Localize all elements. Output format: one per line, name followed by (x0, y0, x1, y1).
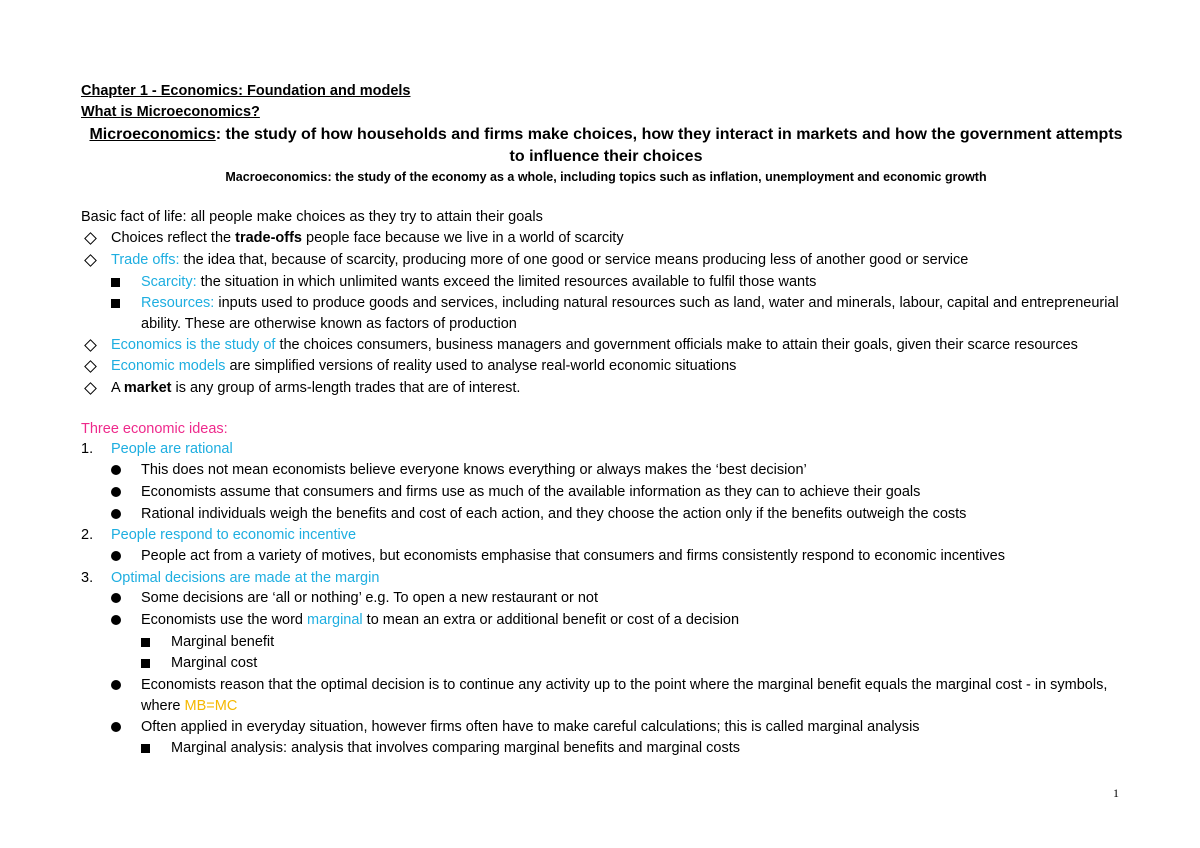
resources-label: Resources: (141, 295, 215, 312)
trade-offs-label: Trade offs: (111, 251, 180, 268)
list-item: Some decisions are ‘all or nothing’ e.g. To open a new restaurant or not (81, 588, 1131, 610)
idea-3 (81, 568, 1131, 589)
microeconomics-definition-text: : the study of how households and firms make choices, how they interact in markets and how the government attempts to influence their choices (215, 126, 1123, 166)
dot-bullet-icon (111, 593, 121, 603)
list-item: Economists assume that consumers and firms use as much of the available information as they can to achieve their goals (81, 482, 1131, 504)
dot-bullet-icon (111, 487, 121, 497)
list-item: People act from a variety of motives, but economists emphasise that consumers and firms consistently respond to economic incentives (81, 546, 1131, 568)
bullet-economics: Economics is the study of the choices consumers, business managers and government officials make to attain their goals, given their scarce resources (81, 335, 1131, 357)
idea-number: 1. (81, 441, 94, 458)
economics-label: Economics is the study of (111, 336, 276, 353)
list-item: Often applied in everyday situation, however firms often have to make careful calculations; this is called marginal analysis (81, 717, 1131, 739)
mb-mc-term: MB=MC (184, 697, 238, 714)
bullet-trade-offs: Trade offs: the idea that, because of scarcity, producing more of one good or service means producing less of another good or service (81, 250, 1131, 272)
bullet-economic-models: Economic models are simplified versions of reality used to analyse real-world economic situations (81, 356, 1131, 378)
dot-bullet-icon (111, 509, 121, 519)
economic-models-label: Economic models (111, 358, 226, 375)
section-title: What is Microeconomics? (81, 103, 260, 120)
dot-bullet-icon (111, 465, 121, 475)
bullet-resources: Resources: inputs used to produce goods and services, including natural resources such as land, water and minerals, labour, capital and entrepreneurial ability. These are otherwise known as factors of production (81, 293, 1131, 334)
trade-offs-term: trade-offs (235, 230, 302, 247)
square-bullet-icon (141, 744, 150, 753)
diamond-bullet-icon (84, 339, 97, 352)
square-bullet-icon (111, 299, 120, 308)
dot-bullet-icon (111, 615, 121, 625)
idea-title: Optimal decisions are made at the margin (111, 569, 380, 586)
dot-bullet-icon (111, 680, 121, 690)
list-item: Rational individuals weigh the benefits and cost of each action, and they choose the action only if the benefits outweigh the costs (81, 504, 1131, 526)
idea-1 (81, 439, 1131, 460)
idea-2 (81, 525, 1131, 546)
idea-title: People are rational (111, 441, 233, 458)
square-bullet-icon (141, 638, 150, 647)
list-item: Economists use the word marginal to mean an extra or additional benefit or cost of a decision (81, 610, 1131, 632)
bullet-choices: Choices reflect the trade-offs people face because we live in a world of scarcity (81, 228, 1131, 250)
ideas-heading: Three economic ideas: (81, 420, 228, 437)
page-number: 1 (1113, 786, 1119, 800)
document-content (81, 81, 1131, 760)
idea-number: 3. (81, 569, 94, 586)
scarcity-label: Scarcity: (141, 273, 197, 290)
bullet-market: A market is any group of arms-length trades that are of interest. (81, 378, 1131, 400)
list-item: Marginal analysis: analysis that involves comparing marginal benefits and marginal costs (81, 738, 1131, 760)
list-item: Economists reason that the optimal decision is to continue any activity up to the point where the marginal benefit equals the marginal cost - in symbols, where MB=MC (81, 675, 1131, 716)
list-item: This does not mean economists believe everyone knows everything or always makes the ‘best decision’ (81, 460, 1131, 482)
square-bullet-icon (111, 278, 120, 287)
diamond-bullet-icon (84, 360, 97, 373)
macroeconomics-definition: Macroeconomics: the study of the economy as a whole, including topics such as inflation, unemployment and economic growth (225, 170, 987, 185)
chapter-title: Chapter 1 - Economics: Foundation and models (81, 83, 411, 99)
diamond-bullet-icon (84, 232, 97, 245)
diamond-bullet-icon (84, 254, 97, 267)
diamond-bullet-icon (84, 382, 97, 395)
idea-number: 2. (81, 527, 94, 544)
list-item: Marginal benefit (81, 632, 1131, 654)
microeconomics-term: Microeconomics (89, 126, 216, 144)
marginal-term: marginal (307, 612, 363, 629)
basic-fact: Basic fact of life: all people make choices as they try to attain their goals (81, 209, 543, 226)
market-term: market (123, 380, 172, 397)
bullet-scarcity: Scarcity: the situation in which unlimited wants exceed the limited resources available to fulfil those wants (81, 272, 1131, 294)
microeconomics-definition (81, 124, 1131, 168)
dot-bullet-icon (111, 551, 121, 561)
idea-title: People respond to economic incentive (111, 527, 357, 544)
square-bullet-icon (141, 659, 150, 668)
list-item: Marginal cost (81, 653, 1131, 675)
dot-bullet-icon (111, 722, 121, 732)
